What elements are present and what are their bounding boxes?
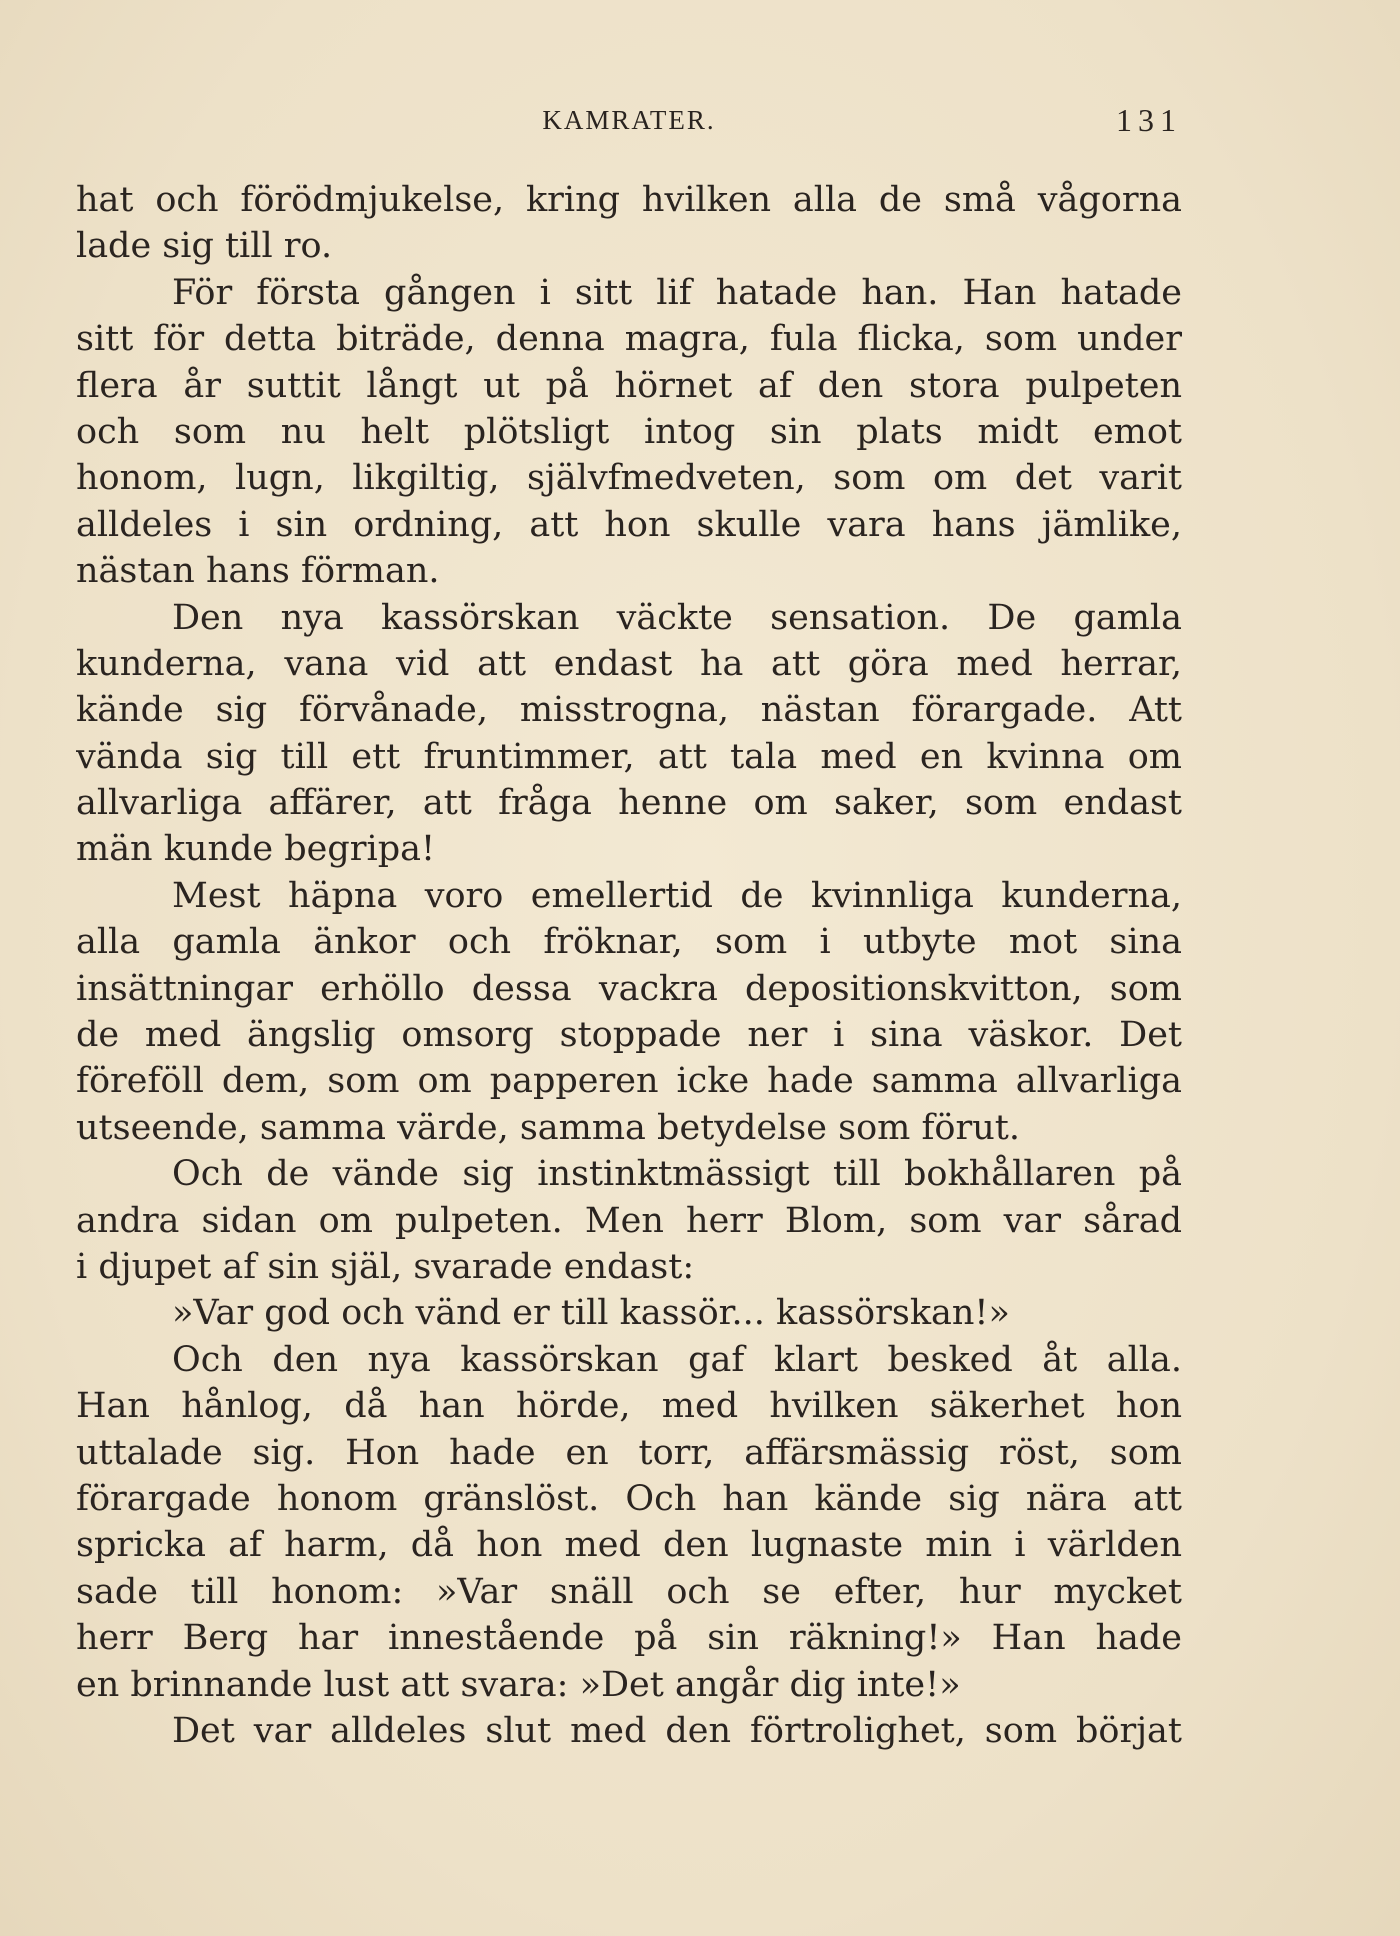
text-line: sitt för detta biträde, denna magra, fula flicka, som under [76, 319, 1182, 360]
text-line: Och den nya kassörskan gaf klart besked åt alla. [172, 1339, 1182, 1380]
text-line: herr Berg har innestående på sin räkning!» Han hade [76, 1618, 1182, 1659]
page-header [76, 100, 1182, 140]
text-line: »Var god och vänd er till kassör... kassörskan!» [172, 1293, 1010, 1334]
text-line: förargade honom gränslöst. Och han kände sig nära att [76, 1478, 1182, 1519]
body-text [76, 177, 1182, 1754]
text-line: Han hånlog, då han hörde, med hvilken säkerhet hon [76, 1386, 1182, 1427]
text-line: kände sig förvånade, misstrogna, nästan förargade. Att [76, 690, 1182, 731]
text-line: sade till honom: »Var snäll och se efter, hur mycket [76, 1571, 1182, 1612]
text-line: uttalade sig. Hon hade en torr, affärsmässig röst, som [76, 1432, 1182, 1473]
text-line: andra sidan om pulpeten. Men herr Blom, som var sårad [76, 1200, 1182, 1241]
text-line: alla gamla änkor och fröknar, som i utbyte mot sina [76, 922, 1182, 963]
text-line: flera år suttit långt ut på hörnet af den stora pulpeten [76, 365, 1182, 406]
text-line: och som nu helt plötsligt intog sin plats midt emot [76, 411, 1182, 452]
text-line: föreföll dem, som om papperen icke hade samma allvarliga [76, 1061, 1182, 1102]
text-line: honom, lugn, likgiltig, självfmedveten, som om det varit [76, 458, 1182, 499]
page-number: 131 [1116, 102, 1182, 138]
text-line: alldeles i sin ordning, att hon skulle vara hans jämlike, [76, 504, 1182, 545]
text-line: Och de vände sig instinktmässigt till bokhållaren på [172, 1154, 1182, 1195]
text-line: Det var alldeles slut med den förtrolighet, som börjat [172, 1710, 1182, 1751]
running-title: KAMRATER. [542, 105, 716, 135]
text-line: spricka af harm, då hon med den lugnaste min i världen [76, 1525, 1182, 1566]
text-line: vända sig till ett fruntimmer, att tala med en kvinna om [76, 736, 1182, 777]
text-line: hat och förödmjukelse, kring hvilken alla de små vågorna [76, 180, 1182, 220]
text-line: de med ängslig omsorg stoppade ner i sina väskor. Det [76, 1015, 1182, 1056]
text-line: i djupet af sin själ, svarade endast: [76, 1246, 695, 1287]
text-line: lade sig till ro. [76, 226, 333, 267]
text-line: Mest häpna voro emellertid de kvinnliga kunderna, [172, 875, 1182, 916]
text-line: insättningar erhöllo dessa vackra depositionskvitton, som [76, 968, 1182, 1009]
text-line: kunderna, vana vid att endast ha att göra med herrar, [76, 643, 1182, 684]
text-line: en brinnande lust att svara: »Det angår dig inte!» [76, 1664, 961, 1705]
text-line: utseende, samma värde, samma betydelse som förut. [76, 1107, 1020, 1148]
text-line: allvarliga affärer, att fråga henne om saker, som endast [76, 783, 1182, 824]
text-line: Den nya kassörskan väckte sensation. De gamla [172, 597, 1182, 638]
text-line: För första gången i sitt lif hatade han. Han hatade [172, 272, 1182, 313]
text-line: män kunde begripa! [76, 829, 436, 870]
text-line: nästan hans förman. [76, 551, 440, 592]
